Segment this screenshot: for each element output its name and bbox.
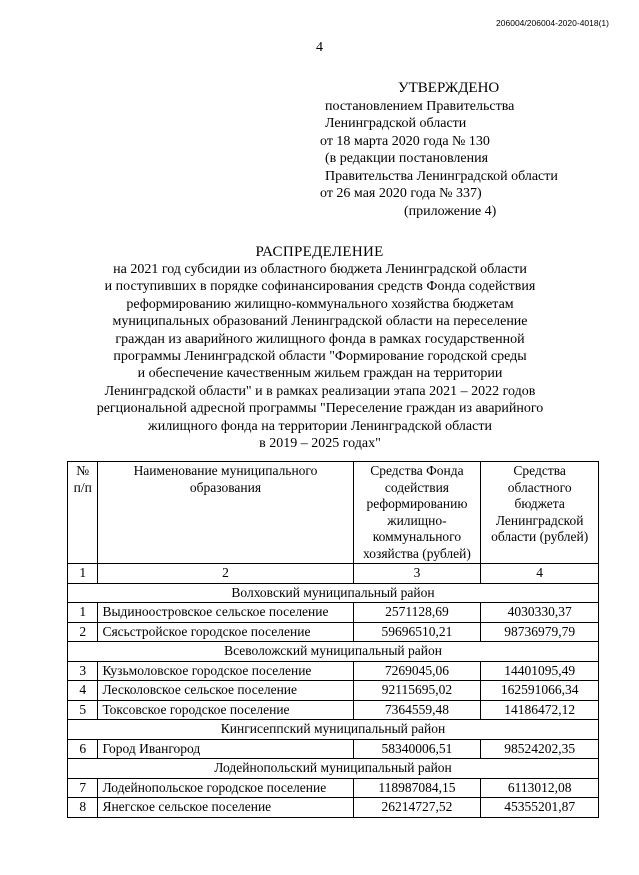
fund-amount: 2571128,69	[353, 603, 481, 623]
district-name: Лодейнопольский муниципальный район	[68, 759, 599, 779]
fund-amount: 7364559,48	[353, 700, 481, 720]
table-header-row	[68, 462, 599, 564]
district-name: Волховский муниципальный район	[68, 583, 599, 603]
fund-amount: 7269045,06	[353, 661, 481, 681]
header-fund: Средства Фонда содействия реформированию жилищно-коммунального хозяйства (рублей)	[353, 462, 481, 564]
approval-line: от 26 мая 2020 года № 337)	[320, 186, 482, 201]
row-number: 1	[68, 603, 98, 623]
column-number: 1	[68, 564, 98, 584]
approval-line: (приложение 4)	[404, 203, 497, 219]
table-row	[68, 661, 599, 681]
municipality-name: Кузьмоловское городское поселение	[98, 661, 353, 681]
regional-amount: 98736979,79	[481, 622, 599, 642]
fund-amount: 118987084,15	[353, 778, 481, 798]
header-number: № п/п	[68, 462, 98, 564]
municipality-name: Янегское сельское поселение	[98, 798, 353, 818]
regional-amount: 45355201,87	[481, 798, 599, 818]
row-number: 2	[68, 622, 98, 642]
table-row	[68, 700, 599, 720]
document-title: РАСПРЕДЕЛЕНИЕ	[255, 244, 384, 260]
subtitle-line: муниципальных образований Ленинградской области на переселение	[112, 314, 528, 330]
subtitle-line: Ленинградской области" и в рамках реализации этапа 2021 – 2022 годов	[104, 383, 536, 399]
row-number: 4	[68, 681, 98, 701]
regional-amount: 4030330,37	[481, 603, 599, 623]
document-code: 206004/206004-2020-4018(1)	[496, 18, 609, 28]
subtitle-line: граждан из аварийного жилищного фонда в рамках государственной	[115, 331, 525, 347]
row-number: 8	[68, 798, 98, 818]
table-row	[68, 778, 599, 798]
table-row	[68, 681, 599, 701]
district-name: Кингисеппский муниципальный район	[68, 720, 599, 740]
column-number: 4	[481, 564, 599, 584]
fund-amount: 26214727,52	[353, 798, 481, 818]
regional-amount: 6113012,08	[481, 778, 599, 798]
table-row	[68, 622, 599, 642]
row-number: 6	[68, 739, 98, 759]
header-regional: Средства областного бюджета Ленинградской области (рублей)	[481, 462, 599, 564]
subtitle-line: на 2021 год субсидии из областного бюджета Ленинградской области	[113, 262, 527, 277]
district-row	[68, 642, 599, 662]
subtitle-line: и обеспечение качественным жильем граждан на территории	[137, 366, 503, 382]
subtitle-line: в 2019 – 2025 годах"	[259, 436, 381, 452]
municipality-name: Лесколовское сельское поселение	[98, 681, 353, 701]
approval-line: постановлением Правительства	[325, 98, 515, 114]
fund-amount: 92115695,02	[353, 681, 481, 701]
column-number: 3	[353, 564, 481, 584]
regional-amount: 14186472,12	[481, 700, 599, 720]
row-number: 3	[68, 661, 98, 681]
fund-amount: 58340006,51	[353, 739, 481, 759]
table-body	[68, 583, 599, 817]
municipality-name: Токсовское городское поселение	[98, 700, 353, 720]
district-row	[68, 720, 599, 740]
approval-block	[320, 80, 558, 220]
subtitle-line: жилищного фонда на территории Ленинградской области	[148, 418, 492, 434]
municipality-name: Выдиноостровское сельское поселение	[98, 603, 353, 623]
district-row	[68, 759, 599, 779]
row-number: 7	[68, 778, 98, 798]
header-municipality: Наименование муниципального образования	[98, 462, 353, 564]
regional-amount: 14401095,49	[481, 661, 599, 681]
fund-amount: 59696510,21	[353, 622, 481, 642]
row-number: 5	[68, 700, 98, 720]
district-name: Всеволожский муниципальный район	[68, 642, 599, 662]
approval-line: от 18 марта 2020 года № 130	[320, 133, 490, 149]
subtitle-line: регциональной адресной программы "Переселение граждан из аварийного	[96, 401, 544, 417]
regional-amount: 162591066,34	[481, 681, 599, 701]
municipality-name: Лодейнопольское городское поселение	[98, 778, 353, 798]
subtitle-line: и поступивших в порядке софинансирования средств Фонда содействия	[104, 279, 536, 295]
regional-amount: 98524202,35	[481, 739, 599, 759]
approval-line: (в редакции постановления	[325, 151, 489, 166]
document-subtitle	[40, 261, 600, 452]
table-row	[68, 603, 599, 623]
column-number-row	[68, 564, 599, 584]
table-row	[68, 739, 599, 759]
approval-line: Ленинградской области	[325, 116, 467, 131]
table-row	[68, 798, 599, 818]
column-number: 2	[98, 564, 353, 584]
distribution-table	[67, 461, 599, 818]
approval-heading: УТВЕРЖДЕНО	[398, 80, 500, 96]
municipality-name: Город Ивангород	[98, 739, 353, 759]
page-number: 4	[316, 40, 323, 55]
municipality-name: Сясьстройское городское поселение	[98, 622, 353, 642]
subtitle-line: программы Ленинградской области "Формирование городской среды	[113, 349, 527, 365]
approval-line: Правительства Ленинградской области	[325, 168, 558, 184]
district-row	[68, 583, 599, 603]
subtitle-line: реформированию жилищно-коммунального хозяйства бюджетам	[126, 296, 514, 312]
